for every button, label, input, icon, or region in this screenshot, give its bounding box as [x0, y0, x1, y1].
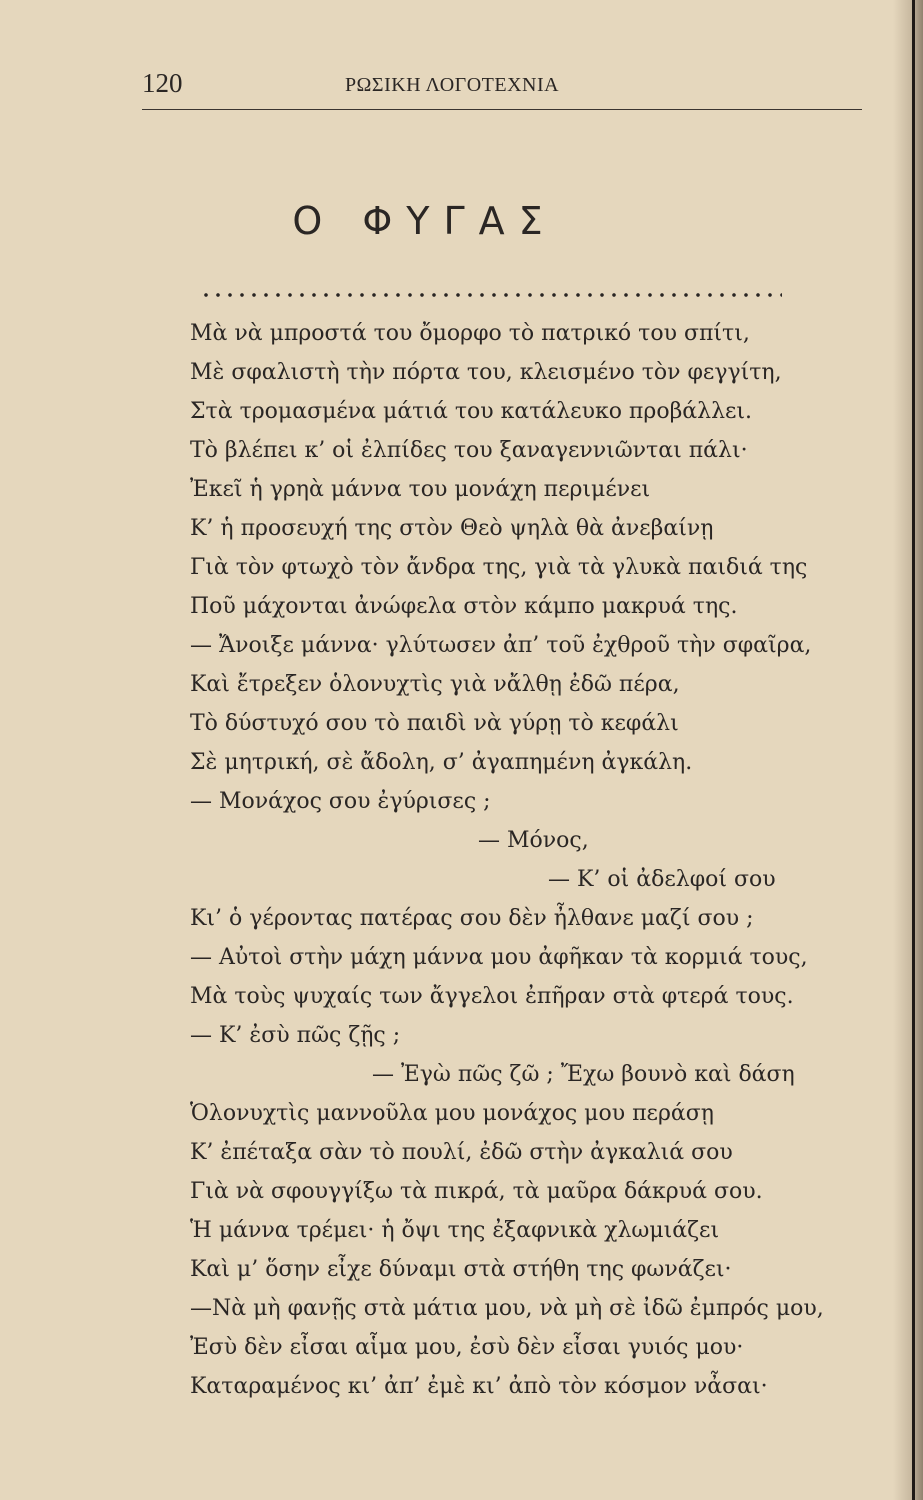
poem-line: — Αὐτοὶ στὴν μάχη μάννα μου ἀφῆκαν τὰ κορμιά τους,	[190, 945, 808, 970]
poem-line: Ἐσὺ δὲν εἶσαι αἷμα μου, ἐσὺ δὲν εἶσαι γυιός μου·	[190, 1335, 744, 1360]
poem-line: Ἐκεῖ ἡ γρηὰ μάννα του μονάχη περιμένει	[190, 477, 651, 502]
page-edge-line	[912, 0, 915, 1500]
poem-line: Στὰ τρομασμένα μάτιά του κατάλευκο προβάλλει.	[190, 399, 753, 424]
poem-line: Τὸ δύστυχό σου τὸ παιδὶ νὰ γύρῃ τὸ κεφάλι	[190, 711, 679, 736]
poem-line: Καὶ μ’ ὅσην εἶχε δύναμι στὰ στήθη της φωνάζει·	[190, 1257, 732, 1282]
poem-line: Κι’ ὁ γέροντας πατέρας σου δὲν ἦλθανε μαζί σου ;	[190, 906, 754, 931]
poem-line: Μὰ τοὺς ψυχαίς των ἄγγελοι ἐπῆραν στὰ φτερά τους.	[190, 984, 794, 1009]
header-rule	[142, 109, 862, 110]
poem-line: Ὁλονυχτὶς μαννοῦλα μου μονάχος μου περάσῃ	[190, 1101, 714, 1126]
poem-line: Ποῦ μάχονται ἀνώφελα στὸν κάμπο μακρυά της.	[190, 594, 738, 619]
poem-line: Καταραμένος κι’ ἀπ’ ἐμὲ κι’ ἀπὸ τὸν κόσμον νἆσαι·	[190, 1374, 768, 1399]
poem-line: — Κ’ ἐσὺ πῶς ζῇς ;	[190, 1023, 401, 1048]
poem-line: Μὲ σφαλιστὴ τὴν πόρτα του, κλεισμένο τὸν φεγγίτη,	[190, 360, 782, 385]
poem-line: — Μόνος,	[478, 828, 589, 853]
poem-title: Ο ΦΥΓΑΣ	[292, 199, 557, 243]
poem-line: Γιὰ τὸν φτωχὸ τὸν ἄνδρα της, γιὰ τὰ γλυκὰ παιδιά της	[190, 555, 808, 580]
poem-line: Καὶ ἔτρεξεν ὁλονυχτὶς γιὰ νἄλθῃ ἐδῶ πέρα,	[190, 672, 680, 697]
poem-line: Κ’ ἐπέταξα σὰν τὸ πουλί, ἐδῶ στὴν ἀγκαλιά σου	[190, 1140, 733, 1165]
page-number: 120	[142, 68, 183, 98]
poem-line: Σὲ μητρική, σὲ ἄδολη, σ’ ἀγαπημένη ἀγκάλη.	[190, 750, 693, 775]
poem-line: Κ’ ἡ προσευχή της στὸν Θεὸ ψηλὰ θὰ ἀνεβαίνῃ	[190, 516, 714, 541]
poem-line: —Νὰ μὴ φανῇς στὰ μάτια μου, νὰ μὴ σὲ ἰδῶ ἐμπρός μου,	[190, 1296, 824, 1321]
poem-line: — Ἄνοιξε μάννα· γλύτωσεν ἀπ’ τοῦ ἐχθροῦ τὴν σφαῖρα,	[190, 633, 812, 658]
dotted-separator	[200, 292, 782, 298]
poem-line: Μὰ νὰ μπροστά του ὄμορφο τὸ πατρικό του σπίτι,	[190, 321, 750, 346]
binding-shadow	[893, 0, 923, 1500]
poem-line: — Ἐγὼ πῶς ζῶ ; Ἔχω βουνὸ καὶ δάση	[372, 1062, 795, 1087]
poem-line: Ἡ μάννα τρέμει· ἡ ὄψι της ἐξαφνικὰ χλωμιάζει	[190, 1218, 720, 1243]
page-header	[142, 66, 862, 106]
poem-line: Γιὰ νὰ σφουγγίξω τὰ πικρά, τὰ μαῦρα δάκρυά σου.	[190, 1179, 763, 1204]
poem-line: Τὸ βλέπει κ’ οἱ ἐλπίδες του ξαναγεννιῶνται πάλι·	[190, 438, 748, 463]
running-title: ΡΩΣΙΚΗ ΛΟΓΟΤΕΧΝΙΑ	[344, 74, 560, 96]
poem-line: — Μονάχος σου ἐγύρισες ;	[190, 789, 491, 814]
poem-line: — Κ’ οἱ ἀδελφοί σου	[548, 867, 776, 892]
